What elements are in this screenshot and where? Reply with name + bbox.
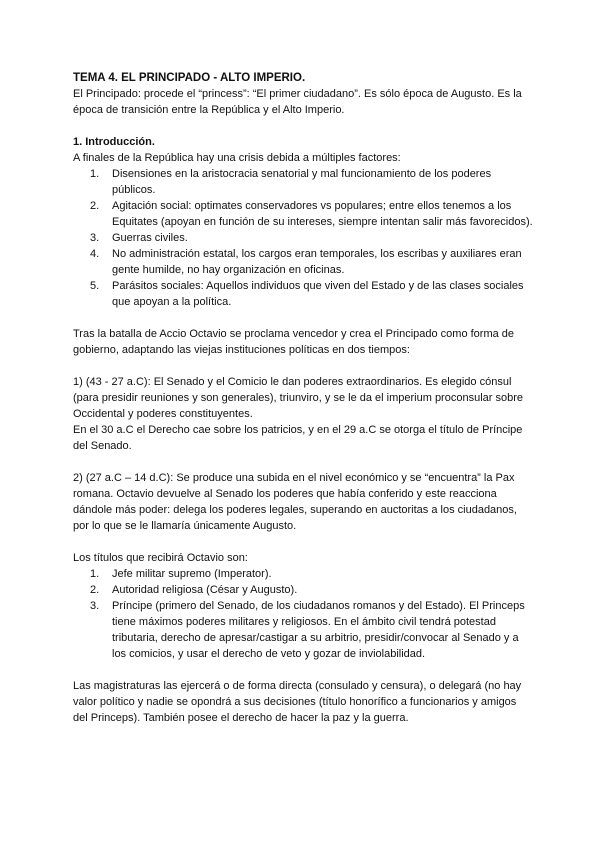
spacer [73, 358, 533, 374]
list-item [73, 278, 533, 310]
list-number: 4. [90, 248, 100, 260]
list-number: 3. [90, 600, 100, 612]
spacer [73, 310, 533, 326]
list-number: 1. [90, 168, 100, 180]
list-item [73, 566, 533, 582]
list-number: 2. [90, 200, 100, 212]
spacer [73, 118, 533, 134]
document-page [73, 70, 533, 726]
document-title: TEMA 4. EL PRINCIPADO - ALTO IMPERIO. [73, 72, 306, 84]
phase2-paragraph: 2) (27 a.C – 14 d.C): Se produce una subida en el nivel económico y se “encuentra” la Pax romana. Octavio devuelve al Senado los poderes que había conferido y este reacciona dándole más poder: delega los poderes legales, superando en auctoritas a los ciudadanos, por lo que se le llamaría únicamente Augusto. [73, 472, 517, 532]
list-item [73, 246, 533, 278]
list-item [73, 582, 533, 598]
spacer [73, 662, 533, 678]
list-item-text: No administración estatal, los cargos eran temporales, los escribas y auxiliares eran gente humilde, no hay organización en oficinas. [112, 248, 522, 276]
list-item-text: Agitación social: optimates conservadores vs populares; entre ellos tenemos a los Equitates (apoyan en función de su intereses, siempre intentan salir más favorecidos). [112, 200, 533, 228]
phase1-paragraph: 1) (43 - 27 a.C): El Senado y el Comicio le dan poderes extraordinarios. Es elegido cónsul (para presidir reuniones y son generales), triunviro, y se le da el imperium proconsular sobre Occidental y poderes constituyentes. [73, 376, 523, 420]
list-item-text: Autoridad religiosa (César y Augusto). [112, 584, 298, 596]
list-item-text: Guerras civiles. [112, 232, 188, 244]
list-item-text: Disensiones en la aristocracia senatorial y mal funcionamiento de los poderes públicos. [112, 168, 492, 196]
list-item [73, 598, 533, 662]
list-item [73, 198, 533, 230]
spacer [73, 454, 533, 470]
magistraturas-paragraph: Las magistraturas las ejercerá o de forma directa (consulado y censura), o delegará (no hay valor político y nadie se opondrá a sus decisiones (título honorífico a funcionarios y amigos del Princeps). También posee el derecho de hacer la paz y la guerra. [73, 680, 522, 724]
titles-lead: Los títulos que recibirá Octavio son: [73, 552, 248, 564]
section-heading-introduccion: 1. Introducción. [73, 136, 155, 148]
phase1-continuation: En el 30 a.C el Derecho cae sobre los patricios, y en el 29 a.C se otorga el título de Príncipe del Senado. [73, 424, 523, 452]
list-number: 1. [90, 568, 100, 580]
list-item-text: Jefe militar supremo (Imperator). [112, 568, 272, 580]
spacer [73, 534, 533, 550]
factors-lead: A finales de la República hay una crisis debida a múltiples factores: [73, 152, 401, 164]
list-number: 3. [90, 232, 100, 244]
accio-paragraph: Tras la batalla de Accio Octavio se proclama vencedor y crea el Principado como forma de gobierno, adaptando las viejas instituciones políticas en dos tiempos: [73, 328, 515, 356]
list-number: 5. [90, 280, 100, 292]
list-number: 2. [90, 584, 100, 596]
list-item [73, 166, 533, 198]
factors-list [73, 166, 533, 310]
list-item [73, 230, 533, 246]
list-item-text: Parásitos sociales: Aquellos individuos que viven del Estado y de las clases sociales que apoyan a la política. [112, 280, 524, 308]
titles-list [73, 566, 533, 662]
list-item-text: Príncipe (primero del Senado, de los ciudadanos romanos y del Estado). El Princeps tiene máximos poderes militares y religiosos. En el ámbito civil tendrá potestad tributaria, derecho de apresar/castigar a su arbitrio, presidir/convocar al Senado y a los comicios, y usar el derecho de veto y gozar de inviolabilidad. [112, 600, 525, 660]
intro-paragraph: El Principado: procede el “princess”: “El primer ciudadano”. Es sólo época de Augusto. Es la época de transición entre la República y el Alto Imperio. [73, 88, 522, 116]
